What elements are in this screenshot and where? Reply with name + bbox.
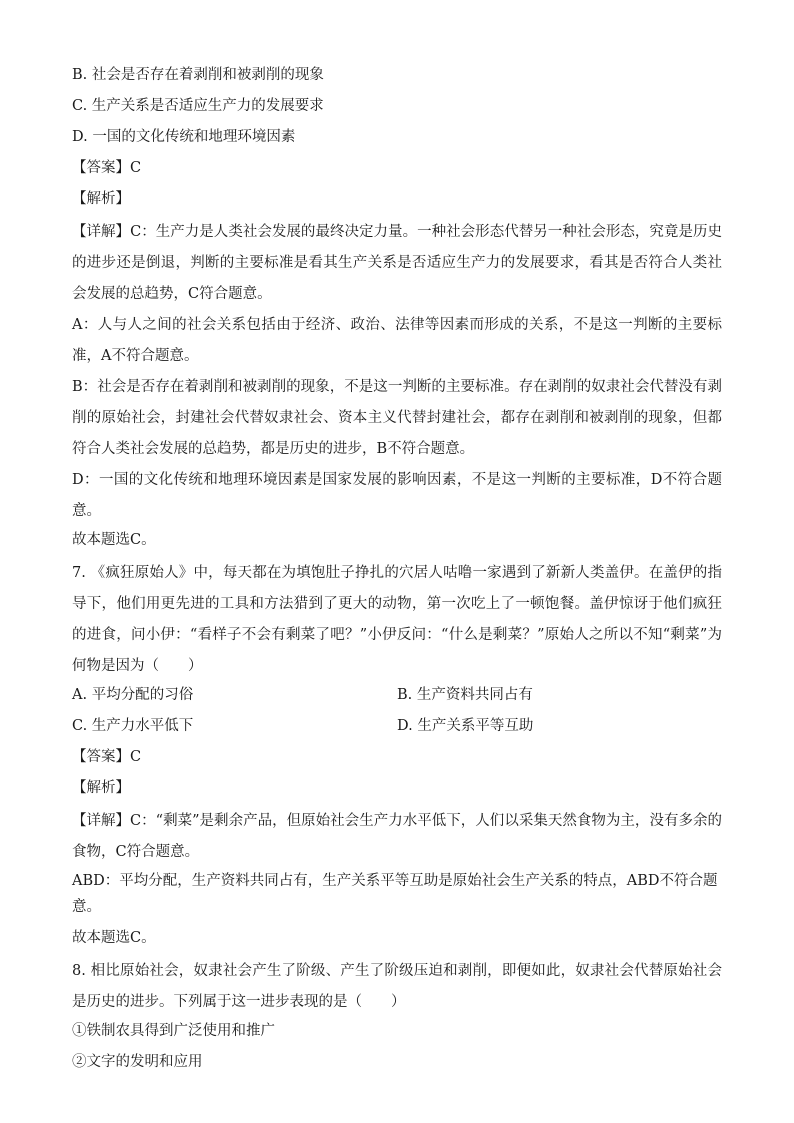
q7-answer: 【答案】C xyxy=(72,749,142,765)
q6-explain-d: D：一国的文化传统和地理环境因素是国家发展的影响因素，不是这一判断的主要标准，D不符合题意。 xyxy=(72,472,722,519)
q7-explain-abd: ABD：平均分配，生产资料共同占有，生产关系平等互助是原始社会生产关系的特点，ABD不符合题意。 xyxy=(72,873,718,915)
q6-option-b: B. 社会是否存在着剥削和被剥削的现象 xyxy=(72,67,324,83)
q6-analysis-label: 【解析】 xyxy=(72,191,130,207)
q7-option-a: A. 平均分配的习俗 xyxy=(72,687,194,703)
q7-conclusion: 故本题选C。 xyxy=(72,930,156,946)
q6-option-d: D. 一国的文化传统和地理环境因素 xyxy=(72,129,296,145)
q6-explain-b: B：社会是否存在着剥削和被剥削的现象，不是这一判断的主要标准。存在剥削的奴隶社会代替没有剥削的原始社会，封建社会代替奴隶社会、资本主义代替封建社会，都存在剥削和被剥削的现象，但都符合人类社会发展的总趋势，都是历史的进步，B不符合题意。 xyxy=(72,379,722,457)
q7-option-b: B. 生产资料共同占有 xyxy=(397,687,533,703)
q7-analysis-label: 【解析】 xyxy=(72,780,130,796)
q6-option-c: C. 生产关系是否适应生产力的发展要求 xyxy=(72,98,324,114)
document-page xyxy=(72,62,722,1080)
q6-answer: 【答案】C xyxy=(72,160,142,176)
q8-item-1: ①铁制农具得到广泛使用和推广 xyxy=(72,1023,275,1039)
q7-option-d: D. 生产关系平等互助 xyxy=(397,718,534,734)
q8-stem: 8. 相比原始社会，奴隶社会产生了阶级、产生了阶级压迫和剥削，即便如此，奴隶社会代替原始社会是历史的进步。下列属于这一进步表现的是（ ） xyxy=(72,963,722,1010)
q7-option-c: C. 生产力水平低下 xyxy=(72,718,194,734)
q7-detail: 【详解】C：“剩菜”是剩余产品，但原始社会生产力水平低下，人们以采集天然食物为主，没有多余的食物，C符合题意。 xyxy=(72,813,722,860)
q6-detail: 【详解】C：生产力是人类社会发展的最终决定力量。一种社会形态代替另一种社会形态，究竟是历史的进步还是倒退，判断的主要标准是看其生产关系是否适应生产力的发展要求，看其是否符合人类社会发展的总趋势，C符合题意。 xyxy=(72,224,722,302)
q7-options-row-1 xyxy=(72,682,722,708)
q6-conclusion: 故本题选C。 xyxy=(72,532,156,548)
q7-options-row-2 xyxy=(72,713,722,739)
q6-explain-a: A：人与人之间的社会关系包括由于经济、政治、法律等因素而形成的关系，不是这一判断的主要标准，A不符合题意。 xyxy=(72,317,722,364)
q8-item-2: ②文字的发明和应用 xyxy=(72,1054,203,1070)
q7-stem: 7. 《疯狂原始人》中，每天都在为填饱肚子挣扎的穴居人咕噜一家遇到了新新人类盖伊。在盖伊的指导下，他们用更先进的工具和方法猎到了更大的动物，第一次吃上了一顿饱餐。盖伊惊讶于他们疯狂的进食，问小伊：“看样子不会有剩菜了吧？”小伊反问：“什么是剩菜？”原始人之所以不知“剩菜”为何物是因为（ ） xyxy=(72,565,722,674)
